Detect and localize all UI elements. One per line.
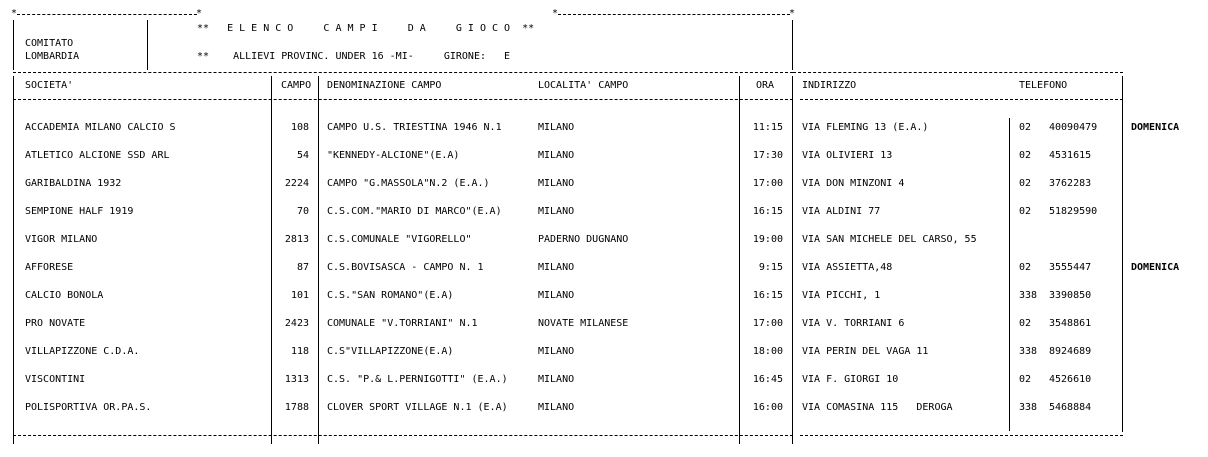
- cell-note: DOMENICA: [1131, 122, 1180, 133]
- col-border-telefono: [1122, 76, 1123, 432]
- cell-societa: ATLETICO ALCIONE SSD ARL: [25, 150, 170, 161]
- col-border-ora: [792, 76, 793, 444]
- cell-denominazione: C.S."SAN ROMANO"(E.A): [327, 290, 454, 301]
- cell-societa: POLISPORTIVA OR.PA.S.: [25, 402, 152, 413]
- cell-localita: MILANO: [538, 262, 575, 273]
- cell-campo: 87: [296, 262, 309, 273]
- cell-ora: 16:45: [752, 374, 783, 385]
- header-top-rule-right: [558, 14, 790, 15]
- cell-ora: 18:00: [752, 346, 783, 357]
- cell-ora: 16:15: [752, 290, 783, 301]
- cell-indirizzo: VIA COMASINA 115 DEROGA: [802, 402, 953, 413]
- cell-numero: 3548861: [1049, 318, 1092, 329]
- col-header-ora: ORA: [756, 80, 775, 91]
- committee-region: LOMBARDIA: [25, 51, 80, 62]
- cell-campo: 2224: [284, 178, 309, 189]
- cell-ora: 17:00: [752, 178, 783, 189]
- cell-campo: 108: [290, 122, 309, 133]
- cell-denominazione: CLOVER SPORT VILLAGE N.1 (E.A): [327, 402, 508, 413]
- col-header-societa: SOCIETA': [25, 80, 74, 91]
- cell-numero: 4526610: [1049, 374, 1092, 385]
- cell-numero: 5468884: [1049, 402, 1092, 413]
- header-right-border: [792, 20, 793, 70]
- cell-societa: VILLAPIZZONE C.D.A.: [25, 346, 140, 357]
- cell-localita: MILANO: [538, 346, 575, 357]
- cell-prefisso: 02: [1019, 262, 1032, 273]
- cell-indirizzo: VIA FLEMING 13 (E.A.): [802, 122, 929, 133]
- cell-ora: 19:00: [752, 234, 783, 245]
- cell-prefisso: 02: [1019, 374, 1032, 385]
- cell-numero: 40090479: [1049, 122, 1098, 133]
- header-divider: [147, 20, 148, 70]
- col-border-indirizzo: [1009, 118, 1010, 431]
- cell-indirizzo: VIA OLIVIERI 13: [802, 150, 893, 161]
- corner-star-mid-right: *: [552, 8, 559, 19]
- committee-label: COMITATO: [25, 38, 74, 49]
- table-bottom-rule-left: [13, 435, 793, 436]
- cell-societa: PRO NOVATE: [25, 318, 86, 329]
- cell-denominazione: "KENNEDY-ALCIONE"(E.A): [327, 150, 460, 161]
- col-border-left: [13, 76, 14, 444]
- cell-denominazione: C.S"VILLAPIZZONE(E.A): [327, 346, 454, 357]
- cell-societa: CALCIO BONOLA: [25, 290, 104, 301]
- cell-numero: 3555447: [1049, 262, 1092, 273]
- cell-campo: 101: [290, 290, 309, 301]
- cell-denominazione: CAMPO "G.MASSOLA"N.2 (E.A.): [327, 178, 490, 189]
- cell-numero: 3390850: [1049, 290, 1092, 301]
- cell-societa: VIGOR MILANO: [25, 234, 98, 245]
- col-header-indirizzo: INDIRIZZO: [802, 80, 857, 91]
- cell-ora: 16:00: [752, 402, 783, 413]
- cell-ora: 9:15: [758, 262, 783, 273]
- cell-numero: 51829590: [1049, 206, 1098, 217]
- cell-indirizzo: VIA DON MINZONI 4: [802, 178, 905, 189]
- cell-prefisso: 338: [1019, 346, 1038, 357]
- cell-campo: 118: [290, 346, 309, 357]
- col-border-telefono-top: [1122, 76, 1123, 96]
- cell-localita: MILANO: [538, 374, 575, 385]
- cell-denominazione: COMUNALE "V.TORRIANI" N.1: [327, 318, 478, 329]
- cell-localita: MILANO: [538, 150, 575, 161]
- cell-localita: PADERNO DUGNANO: [538, 234, 629, 245]
- cell-indirizzo: VIA ASSIETTA,48: [802, 262, 893, 273]
- cell-denominazione: CAMPO U.S. TRIESTINA 1946 N.1: [327, 122, 502, 133]
- col-header-campo: CAMPO: [281, 80, 312, 91]
- cell-societa: GARIBALDINA 1932: [25, 178, 122, 189]
- cell-campo: 2813: [284, 234, 309, 245]
- cell-campo: 54: [296, 150, 309, 161]
- header-left-border: [13, 20, 14, 70]
- cell-societa: ACCADEMIA MILANO CALCIO S: [25, 122, 176, 133]
- cell-prefisso: 02: [1019, 206, 1032, 217]
- corner-star-mid-left: *: [196, 8, 203, 19]
- table-top-rule-left: [13, 72, 793, 73]
- column-header-rule-right: [800, 99, 1123, 100]
- cell-campo: 70: [296, 206, 309, 217]
- corner-star-left: *: [11, 8, 18, 19]
- cell-numero: 4531615: [1049, 150, 1092, 161]
- cell-localita: MILANO: [538, 178, 575, 189]
- cell-localita: NOVATE MILANESE: [538, 318, 629, 329]
- column-header-rule-left: [13, 99, 793, 100]
- cell-numero: 3762283: [1049, 178, 1092, 189]
- cell-ora: 17:00: [752, 318, 783, 329]
- championship-subtitle: ** ALLIEVI PROVINC. UNDER 16 -MI- GIRONE: E: [197, 51, 511, 62]
- cell-note: DOMENICA: [1131, 262, 1180, 273]
- cell-prefisso: 02: [1019, 318, 1032, 329]
- cell-denominazione: C.S. "P.& L.PERNIGOTTI" (E.A.): [327, 374, 508, 385]
- cell-localita: MILANO: [538, 290, 575, 301]
- cell-indirizzo: VIA ALDINI 77: [802, 206, 881, 217]
- header-top-rule: [17, 14, 197, 15]
- cell-denominazione: C.S.COMUNALE "VIGORELLO": [327, 234, 472, 245]
- col-border-campo: [318, 76, 319, 444]
- cell-societa: AFFORESE: [25, 262, 74, 273]
- col-header-telefono: TELEFONO: [1019, 80, 1068, 91]
- cell-indirizzo: VIA F. GIORGI 10: [802, 374, 899, 385]
- cell-ora: 17:30: [752, 150, 783, 161]
- cell-denominazione: C.S.BOVISASCA - CAMPO N. 1: [327, 262, 484, 273]
- corner-star-right: *: [789, 8, 796, 19]
- cell-prefisso: 02: [1019, 122, 1032, 133]
- cell-indirizzo: VIA PERIN DEL VAGA 11: [802, 346, 929, 357]
- cell-indirizzo: VIA SAN MICHELE DEL CARSO, 55: [802, 234, 977, 245]
- cell-prefisso: 338: [1019, 402, 1038, 413]
- cell-prefisso: 338: [1019, 290, 1038, 301]
- table-bottom-rule-right: [800, 435, 1123, 436]
- cell-ora: 11:15: [752, 122, 783, 133]
- cell-localita: MILANO: [538, 402, 575, 413]
- cell-denominazione: C.S.COM."MARIO DI MARCO"(E.A): [327, 206, 502, 217]
- cell-ora: 16:15: [752, 206, 783, 217]
- table-top-rule-right: [793, 72, 1123, 73]
- cell-prefisso: 02: [1019, 150, 1032, 161]
- cell-indirizzo: VIA PICCHI, 1: [802, 290, 881, 301]
- cell-numero: 8924689: [1049, 346, 1092, 357]
- page-title: ** E L E N C O C A M P I D A G I O C O **: [197, 23, 535, 34]
- cell-indirizzo: VIA V. TORRIANI 6: [802, 318, 905, 329]
- col-header-denominazione: DENOMINAZIONE CAMPO: [327, 80, 442, 91]
- cell-societa: VISCONTINI: [25, 374, 86, 385]
- cell-campo: 2423: [284, 318, 309, 329]
- cell-localita: MILANO: [538, 122, 575, 133]
- cell-societa: SEMPIONE HALF 1919: [25, 206, 134, 217]
- cell-prefisso: 02: [1019, 178, 1032, 189]
- cell-localita: MILANO: [538, 206, 575, 217]
- cell-campo: 1788: [284, 402, 309, 413]
- cell-campo: 1313: [284, 374, 309, 385]
- col-header-localita: LOCALITA' CAMPO: [538, 80, 629, 91]
